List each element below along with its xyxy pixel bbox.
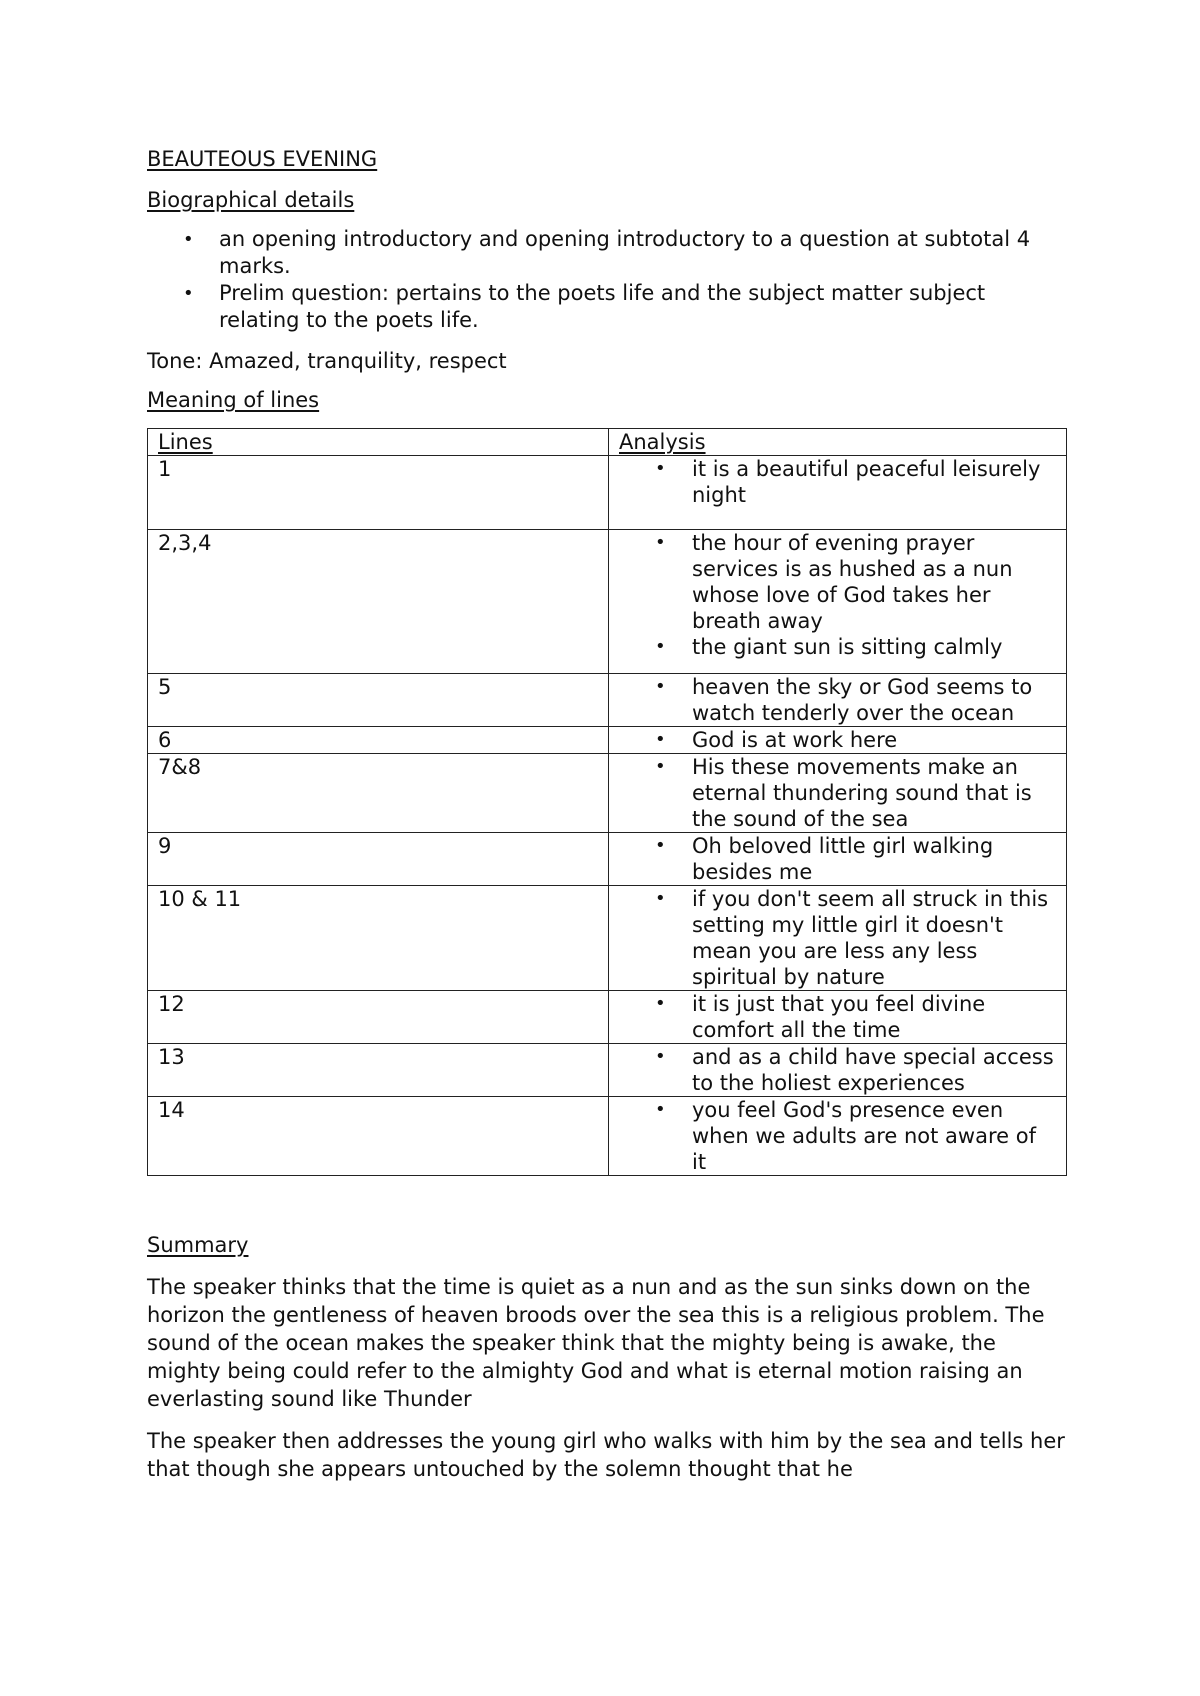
table-row [148,833,1067,886]
bio-list [147,226,1067,334]
table-row [148,991,1067,1044]
list-item: • God is at work here [619,727,1056,753]
summary-heading: Summary [147,1233,249,1257]
list-item: • it is a beautiful peaceful leisurely night [619,456,1056,508]
list-item: • heaven the sky or God seems to watch tenderly over the ocean [619,674,1056,726]
list-item: • the hour of evening prayer services is as hushed as a nun whose love of God takes her breath away [619,530,1056,634]
line-number: 6 [148,727,609,754]
list-item: • and as a child have special access to the holiest experiences [619,1044,1056,1096]
summary-paragraph: The speaker thinks that the time is quiet as a nun and as the sun sinks down on the horizon the gentleness of heaven broods over the sea this is a religious problem. The sound of the ocean makes the speaker think that the mighty being is awake, the mighty being could refer to the almighty God and what is eternal motion raising an everlasting sound like Thunder [147,1275,1045,1411]
analysis-cell [609,456,1067,530]
list-item: • if you don't seem all struck in this setting my little girl it doesn't mean you are less any less spiritual by nature [619,886,1056,990]
table-row [148,456,1067,530]
table-row [148,530,1067,674]
line-number: 2,3,4 [148,530,609,674]
summary-paragraph: The speaker then addresses the young girl who walks with him by the sea and tells her that though she appears untouched by the solemn thought that he [147,1429,1065,1481]
list-item: • Oh beloved little girl walking besides me [619,833,1056,885]
line-number: 5 [148,674,609,727]
analysis-cell [609,530,1067,674]
header-analysis: Analysis [609,429,1067,456]
bio-heading: Biographical details [147,188,355,212]
list-item: • you feel God's presence even when we adults are not aware of it [619,1097,1056,1175]
document-page [147,146,1067,1497]
list-item: • it is just that you feel divine comfort all the time [619,991,1056,1043]
line-number: 14 [148,1097,609,1176]
tone-line: Tone: Amazed, tranquility, respect [147,349,507,373]
meaning-heading: Meaning of lines [147,388,320,412]
analysis-cell [609,1097,1067,1176]
table-row [148,674,1067,727]
analysis-cell [609,674,1067,727]
line-number: 10 & 11 [148,886,609,991]
table-header-row [148,429,1067,456]
list-item: • an opening introductory and opening introductory to a question at subtotal 4 marks. [147,226,1067,280]
list-item: • His these movements make an eternal thundering sound that is the sound of the sea [619,754,1056,832]
analysis-cell [609,833,1067,886]
line-number: 7&8 [148,754,609,833]
table-row [148,1044,1067,1097]
header-lines: Lines [148,429,609,456]
analysis-cell [609,727,1067,754]
line-number: 1 [148,456,609,530]
table-row [148,727,1067,754]
lines-table [147,428,1067,1176]
line-number: 9 [148,833,609,886]
analysis-cell [609,754,1067,833]
analysis-cell [609,1044,1067,1097]
analysis-cell [609,886,1067,991]
table-row [148,1097,1067,1176]
list-item: • Prelim question: pertains to the poets life and the subject matter subject relating to the poets life. [147,280,1067,334]
analysis-cell [609,991,1067,1044]
table-row [148,886,1067,991]
line-number: 12 [148,991,609,1044]
line-number: 13 [148,1044,609,1097]
list-item: • the giant sun is sitting calmly [619,634,1056,660]
table-row [148,754,1067,833]
document-title: BEAUTEOUS EVENING [147,147,378,171]
